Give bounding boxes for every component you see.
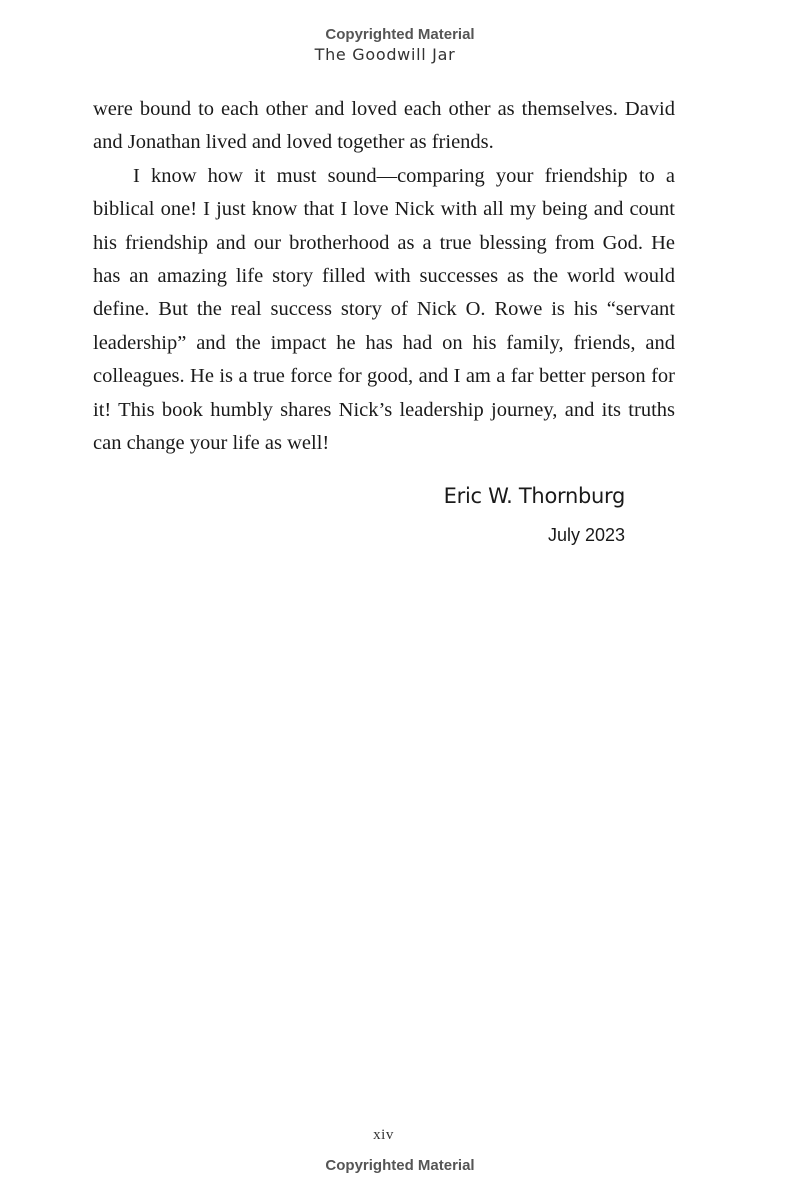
page-number: xiv [373, 1127, 394, 1143]
copyright-notice-bottom: Copyrighted Material [325, 1157, 475, 1174]
running-head-title: The Goodwill Jar [314, 45, 456, 64]
body-text [93, 93, 675, 460]
paragraph-continuation: were bound to each other and loved each other as themselves. David and Jonathan lived and loved together as friends. [93, 98, 675, 154]
paragraph-friendship: I know how it must sound—comparing your friendship to a biblical one! I just know that I love Nick with all my being and count his friendship and our brotherhood as a true blessing from God. He has an amazing life story filled with successes as the world would define. But the real success story of Nick O. Rowe is his “servant leadership” and the impact he has had on his family, friends, and colleagues. He is a true force for good, and I am a far better person for it! This book humbly shares Nick’s leadership journey, and its truths can change your life as well! [93, 164, 675, 455]
copyright-notice-top: Copyrighted Material [325, 26, 475, 43]
signature-name: Eric W. Thornburg [443, 484, 625, 508]
signature-date: July 2023 [547, 525, 625, 545]
